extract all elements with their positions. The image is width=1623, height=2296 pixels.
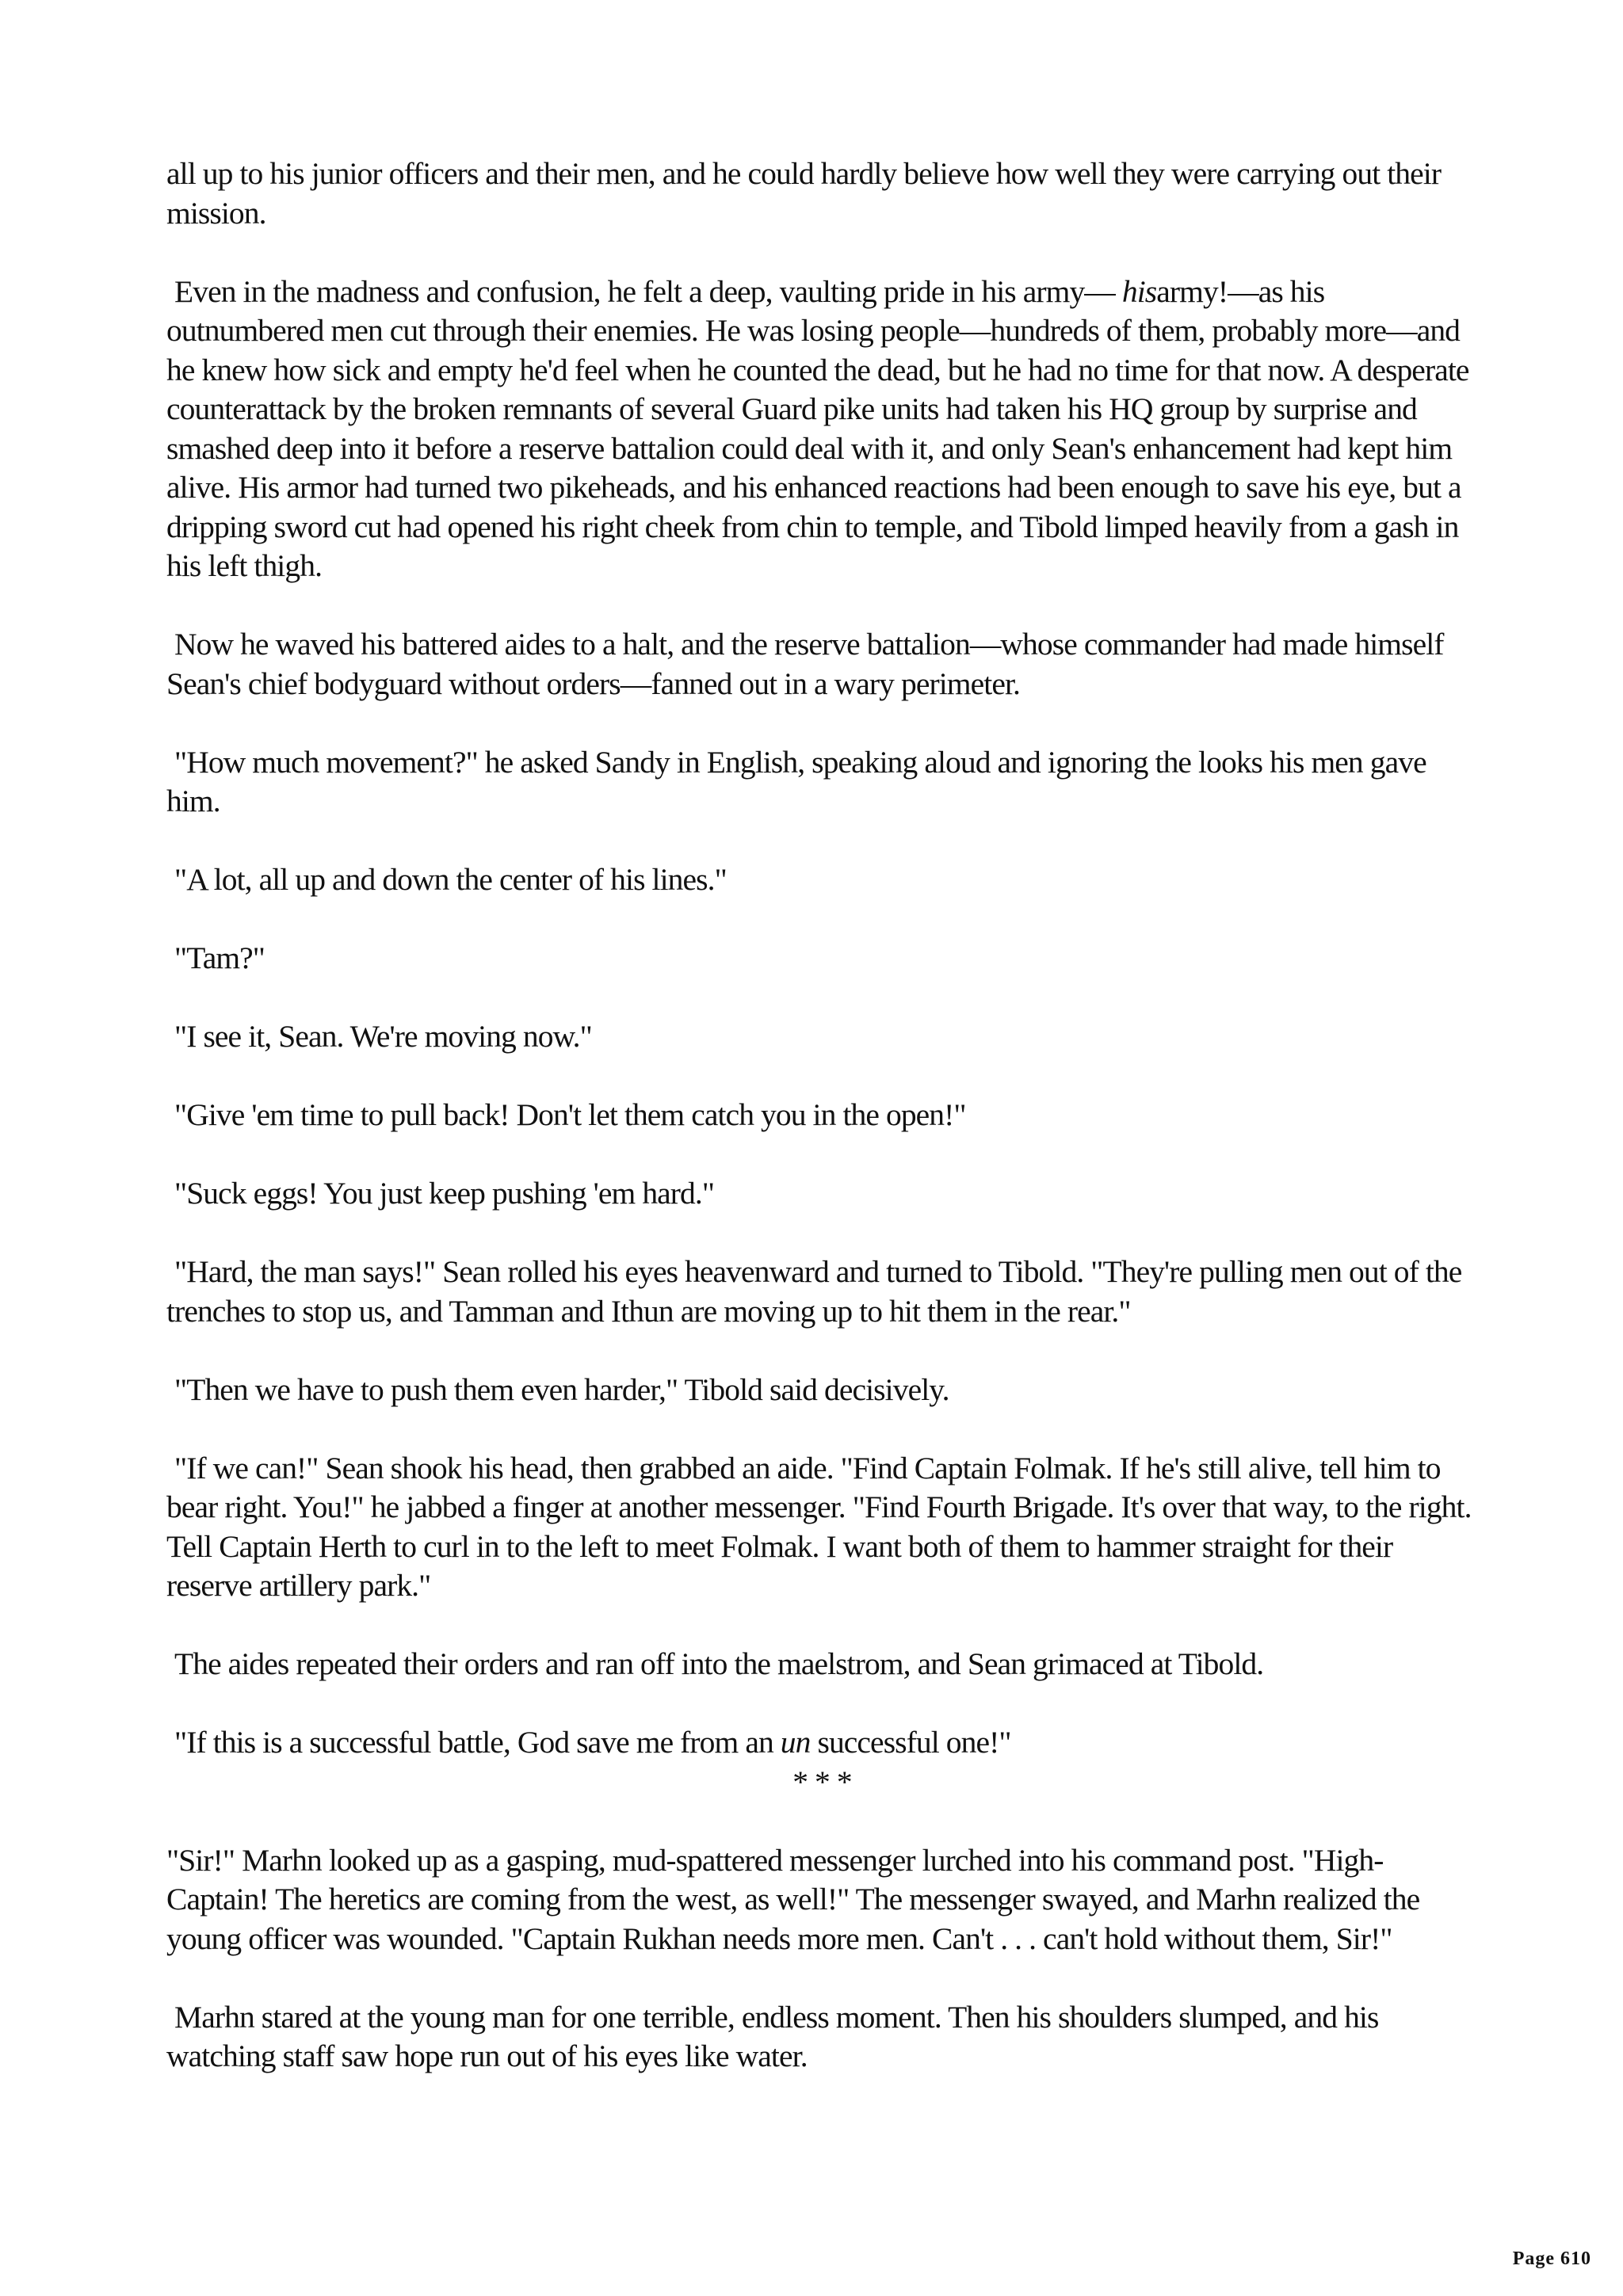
paragraph: "Then we have to push them even harder," Tibold said decisively. <box>174 1371 949 1407</box>
paragraph: Marhn stared at the young man for one terrible, endless moment. Then his shoulders slumped, and his watching staff saw hope run out of his eyes like water. <box>166 1999 1379 2073</box>
paragraph: "Give 'em time to pull back! Don't let them catch you in the open!" <box>174 1097 966 1132</box>
paragraph: The aides repeated their orders and ran off into the maelstrom, and Sean grimaced at Tibold. <box>174 1646 1264 1681</box>
emphasis: un <box>780 1725 811 1760</box>
paragraph: "Sir!" Marhn looked up as a gasping, mud-spattered messenger lurched into his command post. "High-Captain! The heretics are coming from the west, as well!" The messenger swayed, and Marhn realized the young officer was wounded. "Captain Rukhan needs more men. Can't . . . can't hold without them, Sir!" <box>166 1842 1420 1956</box>
paragraph: "A lot, all up and down the center of his lines." <box>174 862 727 897</box>
scene-break: * * * <box>792 1764 852 1799</box>
paragraph: all up to his junior officers and their men, and he could hardly believe how well they were carrying out their mission. <box>166 156 1442 231</box>
page-number: Page 610 <box>1512 2248 1591 2269</box>
paragraph: "Hard, the man says!" Sean rolled his eyes heavenward and turned to Tibold. "They're pulling men out of the trenches to stop us, and Tamman and Ithun are moving up to hit them in the rear." <box>166 1254 1462 1329</box>
paragraph: "I see it, Sean. We're moving now." <box>174 1019 592 1054</box>
paragraph: "If we can!" Sean shook his head, then grabbed an aide. "Find Captain Folmak. If he's still alive, tell him to bear right. You!" he jabbed a finger at another messenger. "Find Fourth Brigade. It's over that way, to the right. Tell Captain Herth to curl in to the left to meet Folmak. I want both of them to hammer straight for their reserve artillery park." <box>166 1450 1472 1603</box>
paragraph: "Tam?" <box>174 940 265 975</box>
paragraph: "Suck eggs! You just keep pushing 'em hard." <box>174 1176 715 1211</box>
paragraph: Now he waved his battered aides to a halt, and the reserve battalion—whose commander had made himself Sean's chief bodyguard without orders—fanned out in a wary perimeter. <box>166 627 1444 701</box>
text-body <box>166 154 1478 2115</box>
paragraph: "How much movement?" he asked Sandy in English, speaking aloud and ignoring the looks his men gave him. <box>166 744 1426 818</box>
emphasis: his <box>1121 273 1157 309</box>
paragraph: "If this is a successful battle, God save me from an un successful one!" <box>174 1725 1011 1760</box>
paragraph: Even in the madness and confusion, he felt a deep, vaulting pride in his army— hisarmy!—as his outnumbered men cut through their enemies. He was losing people—hundreds of them, probably more—and he knew how sick and empty he'd feel when he counted the dead, but he had no time for that now. A desperate counterattack by the broken remnants of several Guard pike units had taken his HQ group by surprise and smashed deep into it before a reserve battalion could deal with it, and only Sean's enhancement had kept him alive. His armor had turned two pikeheads, and his enhanced reactions had been enough to save his eye, but a dripping sword cut had opened his right cheek from chin to temple, and Tibold limped heavily from a gash in his left thigh. <box>166 273 1469 583</box>
